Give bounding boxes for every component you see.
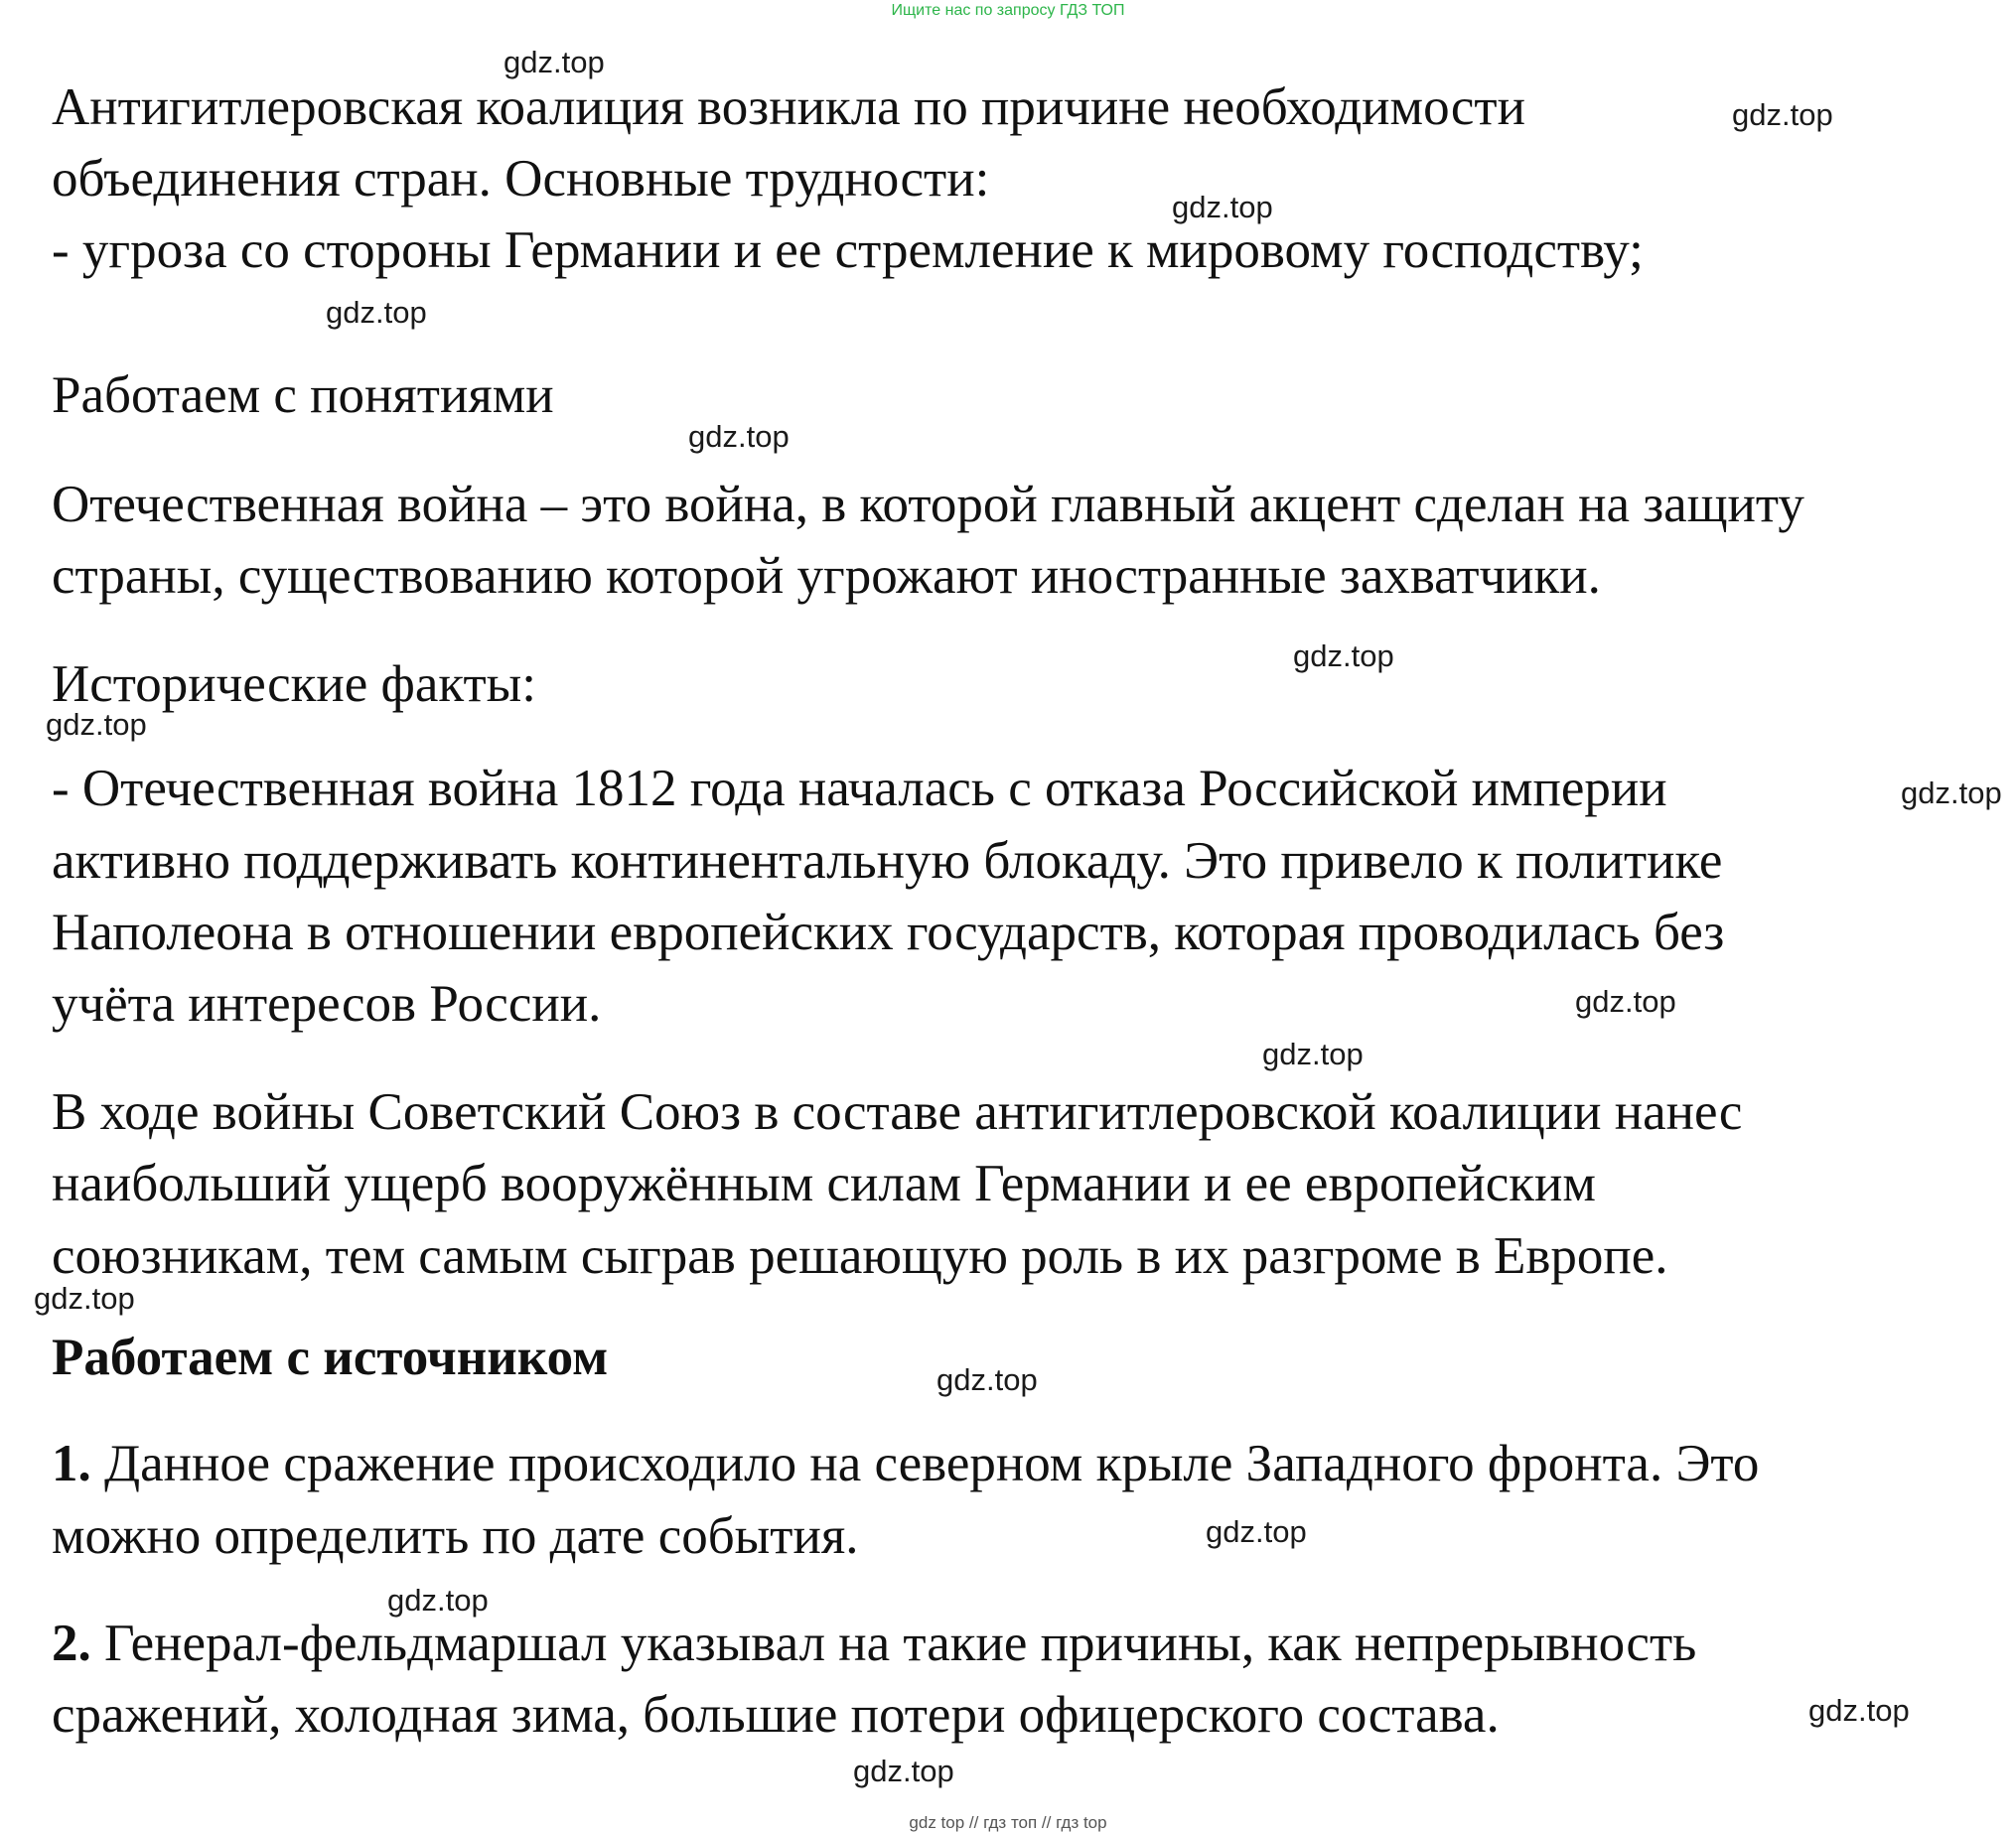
- top-banner: Ищите нас по запросу ГДЗ ТОП: [891, 2, 1125, 19]
- watermark: gdz.top: [1172, 190, 1273, 224]
- concepts-line-1: Отечественная война – это война, в которой главный акцент сделан на защиту: [52, 476, 1804, 533]
- facts-line-3: Наполеона в отношении европейских государств, которая проводилась без: [52, 904, 1725, 961]
- watermark: gdz.top: [853, 1754, 954, 1788]
- bottom-banner: gdz top // гдз топ // гдз top: [909, 1813, 1107, 1832]
- intro-line-1: Антигитлеровская коалиция возникла по причине необходимости: [52, 78, 1525, 136]
- watermark: gdz.top: [326, 295, 427, 330]
- item-text: Генерал-фельдмаршал указывал на такие причины, как непрерывность: [90, 1615, 1697, 1672]
- ussr-line-1: В ходе войны Советский Союз в составе антигитлеровской коалиции нанес: [52, 1083, 1743, 1141]
- facts-line-2: активно поддерживать континентальную блокаду. Это привело к политике: [52, 832, 1723, 890]
- item-number: 2.: [52, 1615, 91, 1672]
- watermark: gdz.top: [1206, 1514, 1307, 1549]
- watermark: gdz.top: [46, 707, 147, 742]
- intro-line-2: объединения стран. Основные трудности:: [52, 150, 990, 208]
- ussr-line-2: наибольший ущерб вооружённым силам Германии и ее европейским: [52, 1155, 1596, 1212]
- watermark: gdz.top: [936, 1362, 1038, 1397]
- concepts-heading: Работаем с понятиями: [52, 366, 554, 424]
- concepts-line-2: страны, существованию которой угрожают иностранные захватчики.: [52, 547, 1601, 605]
- watermark: gdz.top: [688, 419, 790, 454]
- facts-line-4: учёта интересов России.: [52, 975, 602, 1033]
- watermark: gdz.top: [1262, 1037, 1364, 1071]
- source-item-2-line-1: [52, 1614, 1696, 1673]
- facts-heading: Исторические факты:: [52, 655, 536, 713]
- watermark: gdz.top: [34, 1281, 135, 1316]
- item-text: Данное сражение происходило на северном крыле Западного фронта. Это: [90, 1435, 1760, 1492]
- watermark: gdz.top: [1901, 776, 2002, 810]
- source-item-1-line-2: можно определить по дате события.: [52, 1507, 859, 1565]
- watermark: gdz.top: [387, 1583, 489, 1618]
- watermark: gdz.top: [1293, 638, 1394, 673]
- watermark: gdz.top: [1808, 1693, 1910, 1728]
- watermark: gdz.top: [1732, 97, 1833, 132]
- facts-line-1: - Отечественная война 1812 года началась с отказа Российской империи: [52, 760, 1667, 817]
- source-heading: Работаем с источником: [52, 1329, 609, 1386]
- source-item-2-line-2: сражений, холодная зима, большие потери офицерского состава.: [52, 1686, 1500, 1744]
- watermark: gdz.top: [1575, 984, 1676, 1019]
- source-item-1-line-1: [52, 1434, 1759, 1493]
- ussr-line-3: союзникам, тем самым сыграв решающую роль в их разгроме в Европе.: [52, 1227, 1668, 1285]
- watermark: gdz.top: [504, 45, 605, 79]
- intro-line-3: - угроза со стороны Германии и ее стремление к мировому господству;: [52, 221, 1644, 279]
- item-number: 1.: [52, 1435, 91, 1492]
